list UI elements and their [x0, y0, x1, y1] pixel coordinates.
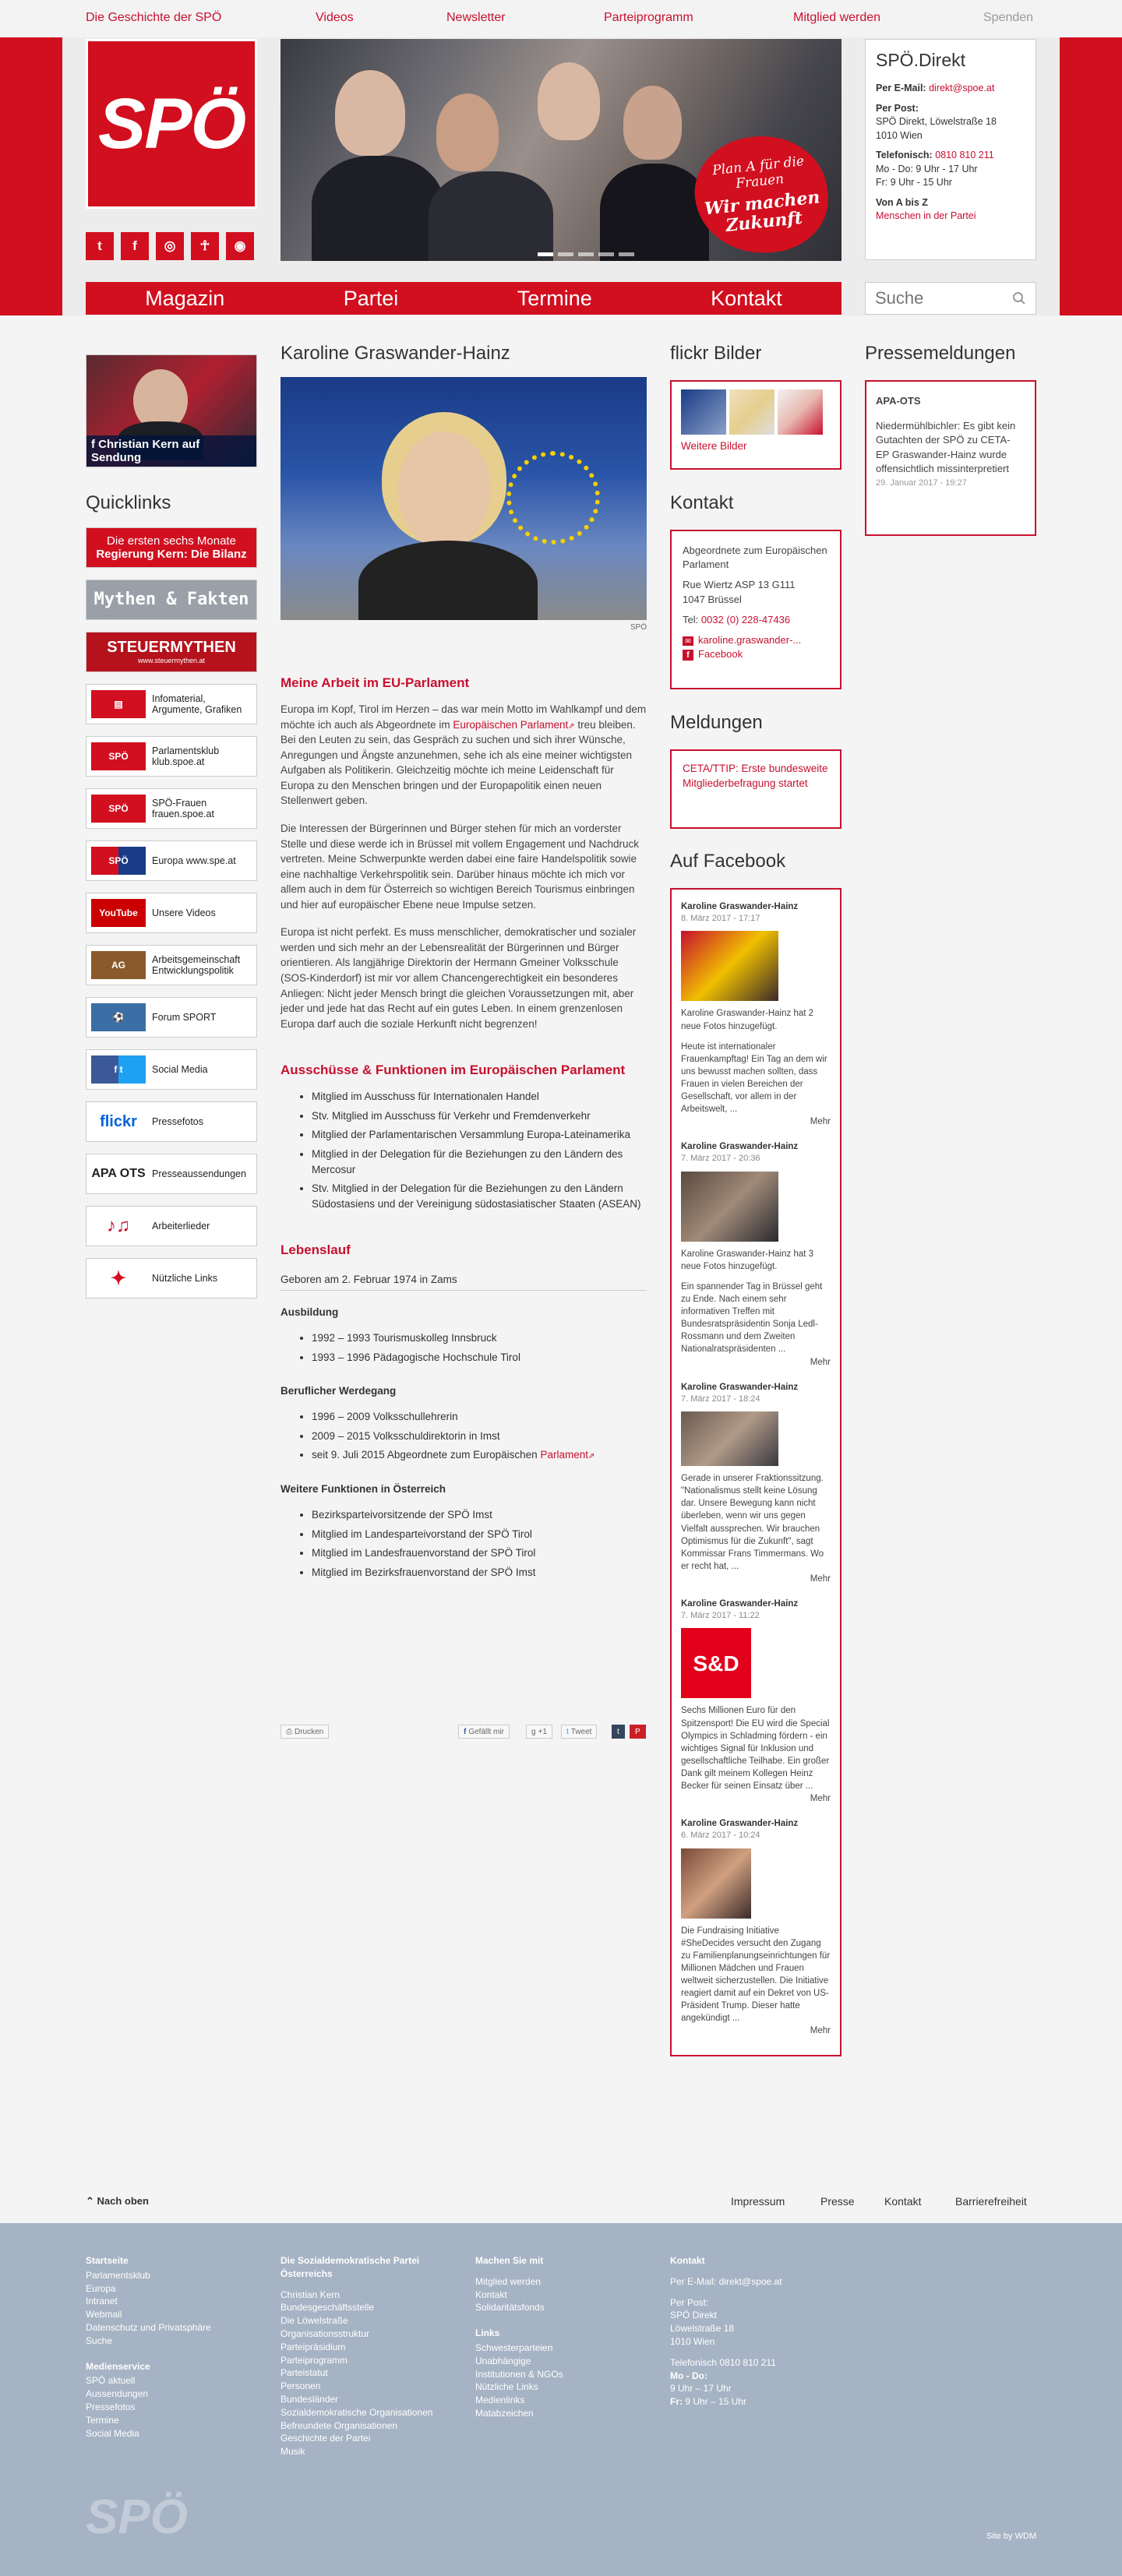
footer-link[interactable]: Institutionen & NGOs: [475, 2368, 563, 2380]
tumblr-icon: t: [617, 1727, 619, 1736]
list-item: • 1993 – 1996 Pädagogische Hochschule Tirol: [312, 1350, 647, 1366]
flickr-thumb[interactable]: [681, 389, 726, 435]
facebook-post-image[interactable]: [681, 1848, 751, 1919]
functions-list: [312, 1507, 647, 1580]
footer-link[interactable]: Geschichte der Partei: [280, 2433, 371, 2444]
list-item: • Stv. Mitglied in der Delegation für die Beziehungen zu den Ländern Südostasiens und der Vereinigung südostasiatischer Staaten (ASEAN): [312, 1181, 647, 1211]
page-title: Karoline Graswander-Hainz: [280, 343, 510, 364]
pinterest-icon: P: [635, 1727, 640, 1736]
footer-link[interactable]: Suche: [86, 2335, 113, 2346]
footer-link[interactable]: Social Media: [86, 2427, 139, 2439]
spoe-logo[interactable]: SPÖ: [86, 39, 257, 209]
more-link[interactable]: Mehr: [810, 1117, 831, 1127]
facebook-icon: f: [683, 650, 693, 661]
footer-link[interactable]: Pressefotos: [86, 2401, 136, 2412]
search-input[interactable]: [875, 288, 1000, 308]
infomaterial-icon: ▤: [91, 690, 146, 718]
impressum-link[interactable]: Impressum: [731, 2195, 785, 2208]
facebook-feed: [670, 888, 842, 2056]
quicklink-nuetzliche-links[interactable]: ✦ Nützliche Links: [86, 1258, 257, 1299]
footer-link[interactable]: Europa: [86, 2282, 116, 2294]
quicklink-frauen[interactable]: SPÖ SPÖ-Frauen frauen.spoe.at: [86, 788, 257, 829]
parliament-link[interactable]: Parlament: [540, 1449, 588, 1461]
facebook-icon[interactable]: f: [121, 232, 149, 260]
print-button[interactable]: ⎙ Drucken: [280, 1725, 329, 1739]
topnav-join-link[interactable]: Mitglied werden: [793, 11, 881, 24]
more-link[interactable]: Mehr: [810, 1357, 831, 1367]
press-date: 29. Januar 2017 - 19:27: [876, 477, 967, 488]
press-source: APA-OTS: [876, 395, 921, 407]
education-title: Ausbildung: [280, 1306, 339, 1319]
nav-magazin[interactable]: Magazin: [145, 286, 225, 310]
hero-campaign-badge: Plan A für die Frauen Wir machen Zukunft: [690, 130, 834, 260]
paragraph-2: Die Interessen der Bürgerinnen und Bürger stehen für mich an vorderster Stelle und diese werde ich in Brüssel mit vollem Engagement und Nachdruck vertreten. Meine Schwerpunkte werden dabei eine faire Handelspolitik sowie eine nachhaltige Verkehrspolitik sein. Darüber hinaus möchte ich mich vor allem auch in dem für Österreich so wichtigen Bereich Tourismus einbringen und hier auf europäischer Ebene neue Impulse setzen.: [280, 822, 639, 911]
flickr-title: flickr Bilder: [670, 343, 762, 364]
paragraph-1: Europa im Kopf, Tirol im Herzen – das war mein Motto im Wahlkampf und dem möchte ich auch als Abgeordnete im Europäischen Parlament⇗ treu bleiben. Bei den Leuten zu sein, das Gespräch zu suchen und sich ihrer Wünsche, Anregungen und Ängste anzunehmen, sehe ich als eine meiner wichtigsten Aufgaben als Politikerin. Gleichzeitig möchte ich meine Leidenschaft für Europa zu den Menschen bringen und der Europapolitik einen neuen Stellenwert geben.: [280, 703, 647, 807]
photo-credit: SPÖ: [630, 623, 647, 632]
footer-link[interactable]: Personen: [280, 2380, 321, 2392]
topnav-videos-link[interactable]: Videos: [316, 11, 354, 24]
kontakt-title: Kontakt: [670, 492, 734, 513]
hero-banner[interactable]: [280, 39, 842, 261]
facebook-post-image[interactable]: [681, 931, 778, 1001]
footer-link[interactable]: Medienlinks: [475, 2395, 525, 2406]
facebook-post: Karoline Graswander-Hainz 7. März 2017 - 20:36 Karoline Graswander-Hainz hat 3 neue Fotos hinzugefügt. Ein spannender Tag in Brüssel geht zu Ende. Nach einem sehr informativen Treffen mit Bundesratspräsidentin Sonja Ledl-Rossmann und dem Zweiten Nationalratspräsidenten ... Mehr: [681, 1142, 831, 1367]
footer-link[interactable]: Solidaritätsfonds: [475, 2302, 545, 2313]
meldungen-title: Meldungen: [670, 712, 763, 733]
quicklink-infomaterial[interactable]: ▤ Infomaterial, Argumente, Grafiken: [86, 684, 257, 724]
rss-icon[interactable]: ◉: [226, 232, 254, 260]
footer-phone[interactable]: Telefonisch 0810 810 211: [670, 2356, 776, 2368]
nav-kontakt[interactable]: Kontakt: [711, 286, 782, 310]
facebook-icon: f: [91, 438, 99, 451]
flickr-box: [670, 380, 842, 470]
footer-col-1: Startseite Parlamentsklub Europa Intranet Webmail Datenschutz und Privatsphäre Suche Medienservice SPÖ aktuell Aussendungen Pressefotos Termine Social Media: [86, 2254, 257, 2440]
music-note-icon: ♪♫: [91, 1212, 146, 1240]
footer-link[interactable]: SPÖ aktuell: [86, 2375, 136, 2387]
quicklink-sport[interactable]: ⚽ Forum SPORT: [86, 997, 257, 1038]
nav-partei[interactable]: Partei: [343, 286, 399, 310]
topnav-donate-link[interactable]: Spenden: [983, 11, 1034, 24]
list-item: • Mitglied der Parlamentarischen Versammlung Europa-Lateinamerika: [312, 1127, 647, 1143]
ep-link[interactable]: Europäischen Parlament: [453, 718, 569, 731]
topnav-program-link[interactable]: Parteiprogramm: [604, 11, 693, 24]
quicklink-arbeiterlieder[interactable]: ♪♫ Arbeiterlieder: [86, 1206, 257, 1246]
list-item: • Mitglied im Ausschuss für Internationalen Handel: [312, 1089, 647, 1105]
external-link-icon: ⇗: [568, 721, 575, 731]
footer-link[interactable]: Parteiprogramm: [280, 2354, 348, 2366]
footer-link[interactable]: Schwesterparteien: [475, 2342, 553, 2353]
section-cv-title: Lebenslauf: [280, 1242, 351, 1258]
kontakt-link[interactable]: Kontakt: [884, 2195, 922, 2208]
links-icon: ✦: [91, 1264, 146, 1292]
site-credit[interactable]: Site by WDM: [986, 2532, 1036, 2541]
quicklink-parlamentsklub[interactable]: SPÖ Parlamentsklub klub.spoe.at: [86, 736, 257, 777]
right-red-band: [1060, 37, 1122, 315]
portrait-photo: [280, 377, 647, 620]
section-committees-title: Ausschüsse & Funktionen im Europäischen Parlament: [280, 1062, 626, 1078]
top-navigation: [0, 0, 1122, 37]
left-red-band: [0, 37, 62, 315]
kontakt-facebook-link[interactable]: Facebook: [698, 648, 743, 661]
accessibility-link[interactable]: Barrierefreiheit: [955, 2195, 1027, 2208]
quicklink-bilanz-banner[interactable]: Die ersten sechs Monate Regierung Kern: Die Bilanz: [86, 527, 257, 568]
quicklink-steuermythen-banner[interactable]: STEUERMYTHEN www.steuermythen.at: [86, 632, 257, 672]
quicklinks-title: Quicklinks: [86, 492, 171, 513]
tumblr-button[interactable]: [612, 1725, 625, 1739]
direkt-email-link[interactable]: direkt@spoe.at: [929, 83, 995, 94]
kontakt-email-link[interactable]: karoline.graswander-...: [698, 633, 802, 646]
topnav-newsletter-link[interactable]: Newsletter: [446, 11, 506, 24]
bottom-bar: [0, 2181, 1122, 2223]
facebook-like-button[interactable]: f Gefällt mir: [458, 1725, 510, 1739]
footer-logo[interactable]: SPÖ: [86, 2490, 188, 2544]
facebook-post: Karoline Graswander-Hainz 7. März 2017 - 11:22 S&D Sechs Millionen Euro für den Spitzensport! Die EU wird die Special Olympics in Schladming fördern - ein wichtiges Signal für Inklusion und gesellschaftliche Teilhabe. Ein großer Dank gilt meinem Kollegen Heinz Becker für seinen Einsatz über ... Mehr: [681, 1598, 831, 1804]
footer-link[interactable]: Datenschutz und Privatsphäre: [86, 2321, 211, 2333]
gplus-icon: g: [531, 1727, 536, 1736]
pinterest-button[interactable]: [630, 1725, 646, 1739]
quicklink-entwicklungspolitik[interactable]: AG Arbeitsgemeinschaft Entwicklungspolitik: [86, 945, 257, 985]
footer-link[interactable]: Parlamentsklub: [86, 2269, 150, 2281]
main-article: [280, 343, 647, 1584]
footer-link[interactable]: Organisationsstruktur: [280, 2328, 370, 2339]
footer-link[interactable]: Termine: [86, 2414, 119, 2426]
press-item-link[interactable]: Niedermühlbichler: Es gibt kein Gutachten der SPÖ zu CETA- EP Graswander-Hainz wurde offensichtlich missinterpretiert: [876, 420, 1016, 474]
footer-link[interactable]: Befreundete Organisationen: [280, 2419, 398, 2431]
more-images-link[interactable]: Weitere Bilder: [681, 440, 747, 452]
social-media-icon: f t: [91, 1055, 146, 1084]
printer-icon: ⎙: [286, 1727, 292, 1736]
direkt-phone-link[interactable]: 0810 810 211: [935, 150, 994, 161]
footer-link[interactable]: Kontakt: [475, 2289, 507, 2300]
facebook-feed-title: Auf Facebook: [670, 851, 786, 872]
back-to-top-link[interactable]: ⌃ Nach oben: [86, 2195, 149, 2207]
footer-link[interactable]: Parteipräsidium: [280, 2341, 346, 2352]
nav-termine[interactable]: Termine: [517, 286, 592, 310]
footer-link[interactable]: Webmail: [86, 2309, 122, 2321]
list-item: • Bezirksparteivorsitzende der SPÖ Imst: [312, 1507, 647, 1523]
list-item: • 2009 – 2015 Volksschuldirektorin in Imst: [312, 1429, 647, 1444]
accessibility-icon[interactable]: ☥: [191, 232, 219, 260]
press-title: Pressemeldungen: [865, 343, 1016, 364]
more-link[interactable]: Mehr: [810, 1794, 831, 1804]
footer-col-2: Die Sozialdemokratische Partei Österreichs Christian Kern Bundesgeschäftsstelle Die Löwelstraße Organisationsstruktur Parteipräsidium Parteiprogramm Parteistatut Personen Bundesländer Sozialdemokratische Organisationen Befreundete Organisationen Geschichte der Partei Musik: [280, 2254, 452, 2458]
footer-link[interactable]: Nützliche Links: [475, 2381, 538, 2393]
footer-col-4: Kontakt Per E-Mail: direkt@spoe.at Per Post: SPÖ Direkt Löwelstraße 18 1010 Wien Telefonisch 0810 810 211 Mo - Do: 9 Uhr – 17 Uhr Fr: 9 Uhr – 15 Uhr: [670, 2254, 842, 2409]
section-eu-work-title: Meine Arbeit im EU-Parlament: [280, 675, 470, 690]
presse-link[interactable]: Presse: [820, 2195, 855, 2208]
footer-link[interactable]: Die Löwelstraße: [280, 2315, 348, 2327]
main-navigation: [86, 282, 842, 315]
quicklink-pressefotos[interactable]: flickr Pressefotos: [86, 1101, 257, 1142]
more-link[interactable]: Mehr: [810, 1573, 831, 1584]
quicklink-social-media[interactable]: f t Social Media: [86, 1049, 257, 1090]
footer-link[interactable]: Bundesgeschäftsstelle: [280, 2302, 375, 2313]
email-icon: ✉: [683, 636, 693, 646]
spoe-frauen-icon: SPÖ: [91, 795, 146, 823]
footer-link[interactable]: Matabzeichen: [475, 2407, 534, 2419]
topnav-history-link[interactable]: Die Geschichte der SPÖ: [86, 11, 222, 24]
paragraph-3: Europa ist nicht perfekt. Es muss menschlicher, demokratischer und sozialer werden und sich mehr an der Lebensrealität der Bürgerinnen und Bürger orientieren. Als langjährige Direktorin der Hermann Gmeiner Volksschule (SOS-Kinderdorf) ist mir vor allem Chancengerechtigkeit ein besonderes Anliegen: Nicht jeder Mensch bringt die gleichen Voraussetzungen mit, aber jeder und jede hat das Recht auf ein gutes Leben. In einem grenzenlosen Europa darf auch die soziale Herkunft nicht begrenzen!: [280, 926, 637, 1030]
sport-icon: ⚽: [91, 1003, 146, 1031]
chevron-up-icon: ⌃: [86, 2195, 97, 2207]
flickr-thumb[interactable]: [778, 389, 823, 435]
education-list: [312, 1330, 647, 1365]
footer-link[interactable]: Christian Kern: [280, 2289, 340, 2300]
career-list: [312, 1409, 647, 1463]
twitter-icon[interactable]: t: [86, 232, 114, 260]
meldungen-box: [670, 749, 842, 829]
committees-list: [312, 1089, 647, 1211]
share-bar: [280, 1725, 647, 1740]
footer-link[interactable]: Unabhängige: [475, 2355, 531, 2366]
footer-link[interactable]: Parteistatut: [280, 2367, 328, 2379]
hero-slider-dots[interactable]: [538, 252, 634, 256]
search-box: [865, 282, 1036, 315]
facebook-post-image[interactable]: [681, 1411, 778, 1466]
ag-entwicklung-icon: AG: [91, 951, 146, 979]
kern-video-teaser[interactable]: f Christian Kern auf Sendung: [86, 354, 257, 467]
list-item: • 1992 – 1993 Tourismuskolleg Innsbruck: [312, 1330, 647, 1346]
flickr-thumb[interactable]: [729, 389, 774, 435]
list-item: • seit 9. Juli 2015 Abgeordnete zum Europäischen Parlament⇗: [312, 1447, 647, 1463]
instagram-icon[interactable]: ◎: [156, 232, 184, 260]
footer-col-3: Machen Sie mit Mitglied werden Kontakt Solidaritätsfonds Links Schwesterparteien Unabhängige Institutionen & NGOs Nützliche Links Medienlinks Matabzeichen: [475, 2254, 647, 2420]
footer-link[interactable]: Mitglied werden: [475, 2275, 542, 2287]
birth-info: Geboren am 2. Februar 1974 in Zams: [280, 1274, 647, 1291]
facebook-post-image[interactable]: [681, 1172, 778, 1242]
apa-ots-icon: APA OTS: [91, 1160, 146, 1188]
footer-email[interactable]: Per E-Mail: direkt@spoe.at: [670, 2275, 782, 2287]
kontakt-box: Abgeordnete zum Europäischen Parlament Rue Wiertz ASP 13 G111 1047 Brüssel Tel: 0032 (0) 228-47436 ✉ karoline.graswander-... f Facebook: [670, 530, 842, 689]
footer-link[interactable]: Intranet: [86, 2296, 118, 2307]
footer-link[interactable]: Aussendungen: [86, 2388, 149, 2400]
list-item: • 1996 – 2009 Volksschullehrerin: [312, 1409, 647, 1425]
kontakt-phone-link[interactable]: 0032 (0) 228-47436: [700, 613, 791, 625]
functions-title: Weitere Funktionen in Österreich: [280, 1483, 446, 1495]
tweet-button[interactable]: t Tweet: [561, 1725, 597, 1739]
quicklink-videos[interactable]: YouTube Unsere Videos: [86, 893, 257, 933]
spoe-direkt-box: SPÖ.Direkt Per E-Mail: direkt@spoe.at Per Post: SPÖ Direkt, Löwelstraße 18 1010 Wien Telefonisch: 0810 810 211 Mo - Do: 9 Uhr - 17 Uhr Fr: 9 Uhr - 15 Uhr Von A bis Z Menschen in der Partei: [865, 39, 1036, 260]
direkt-people-link[interactable]: Menschen in der Partei: [876, 210, 976, 222]
list-item: • Stv. Mitglied im Ausschuss für Verkehr und Fremdenverkehr: [312, 1108, 647, 1124]
quicklink-mythen-banner[interactable]: Mythen & Fakten: [86, 580, 257, 620]
footer: [0, 2223, 1122, 2576]
spoe-icon: SPÖ: [91, 742, 146, 770]
footer-link[interactable]: Sozialdemokratische Organisationen: [280, 2406, 433, 2418]
europa-icon: SPÖ: [91, 847, 146, 875]
twitter-icon: t: [566, 1727, 569, 1736]
facebook-icon: f: [464, 1727, 467, 1736]
facebook-post: Karoline Graswander-Hainz 7. März 2017 - 18:24 Gerade in unserer Fraktionssitzung. "Nationalismus stellt keine Lösung dar. Unsere Bewegung kann nicht überleben, wenn wir uns gegen Vielfalt aussprechen. Wir brauchen Optimismus für die Zukunft", sagt Kommissar Frans Timmermans. Wo er recht hat, ... Mehr: [681, 1382, 831, 1584]
quicklink-presseaussendungen[interactable]: APA OTS Presseaussendungen: [86, 1154, 257, 1194]
external-link-icon: ⇗: [587, 1452, 595, 1461]
press-box: [865, 380, 1036, 536]
sd-logo-image[interactable]: S&D: [681, 1628, 751, 1698]
footer-link[interactable]: Musik: [280, 2446, 305, 2458]
search-icon[interactable]: [1012, 291, 1026, 305]
flickr-icon: flickr: [91, 1108, 146, 1136]
list-item: • Mitglied im Bezirksfrauenvorstand der SPÖ Imst: [312, 1565, 647, 1580]
career-title: Beruflicher Werdegang: [280, 1385, 397, 1397]
youtube-icon: YouTube: [91, 899, 146, 927]
quicklink-europa[interactable]: SPÖ Europa www.spe.at: [86, 840, 257, 881]
list-item: • Mitglied im Landesparteivorstand der SPÖ Tirol: [312, 1527, 647, 1542]
gplus-button[interactable]: g +1: [526, 1725, 552, 1739]
list-item: • Mitglied im Landesfrauenvorstand der SPÖ Tirol: [312, 1545, 647, 1561]
meldung-link[interactable]: CETA/TTIP: Erste bundesweite Mitgliederbefragung startet: [683, 763, 828, 789]
list-item: • Mitglied in der Delegation für die Beziehungen zu den Ländern des Mercosur: [312, 1147, 647, 1177]
facebook-post: Karoline Graswander-Hainz 8. März 2017 - 17:17 Karoline Graswander-Hainz hat 2 neue Fotos hinzugefügt. Heute ist internationaler Frauenkampftag! Ein Tag an dem wir uns bewusst machen sollten, dass Frauen in vielen Bereichen der Gesellschaft, vor allem in der Arbeitswelt, ... Mehr: [681, 902, 831, 1127]
direkt-title: SPÖ.Direkt: [876, 50, 966, 70]
facebook-post: Karoline Graswander-Hainz 6. März 2017 - 10:24 Die Fundraising Initiative #SheDecides versucht den Zugang zu Familienplanungseinrichtungen für Millionen Mädchen und Frauen weltweit sicherzustellen. Die Initiative reagiert damit auf ein Dekret von US-Präsident Trump. Dieser hatte angekündigt ... Mehr: [681, 1819, 831, 2036]
footer-link[interactable]: Bundesländer: [280, 2393, 339, 2405]
more-link[interactable]: Mehr: [810, 2026, 831, 2036]
